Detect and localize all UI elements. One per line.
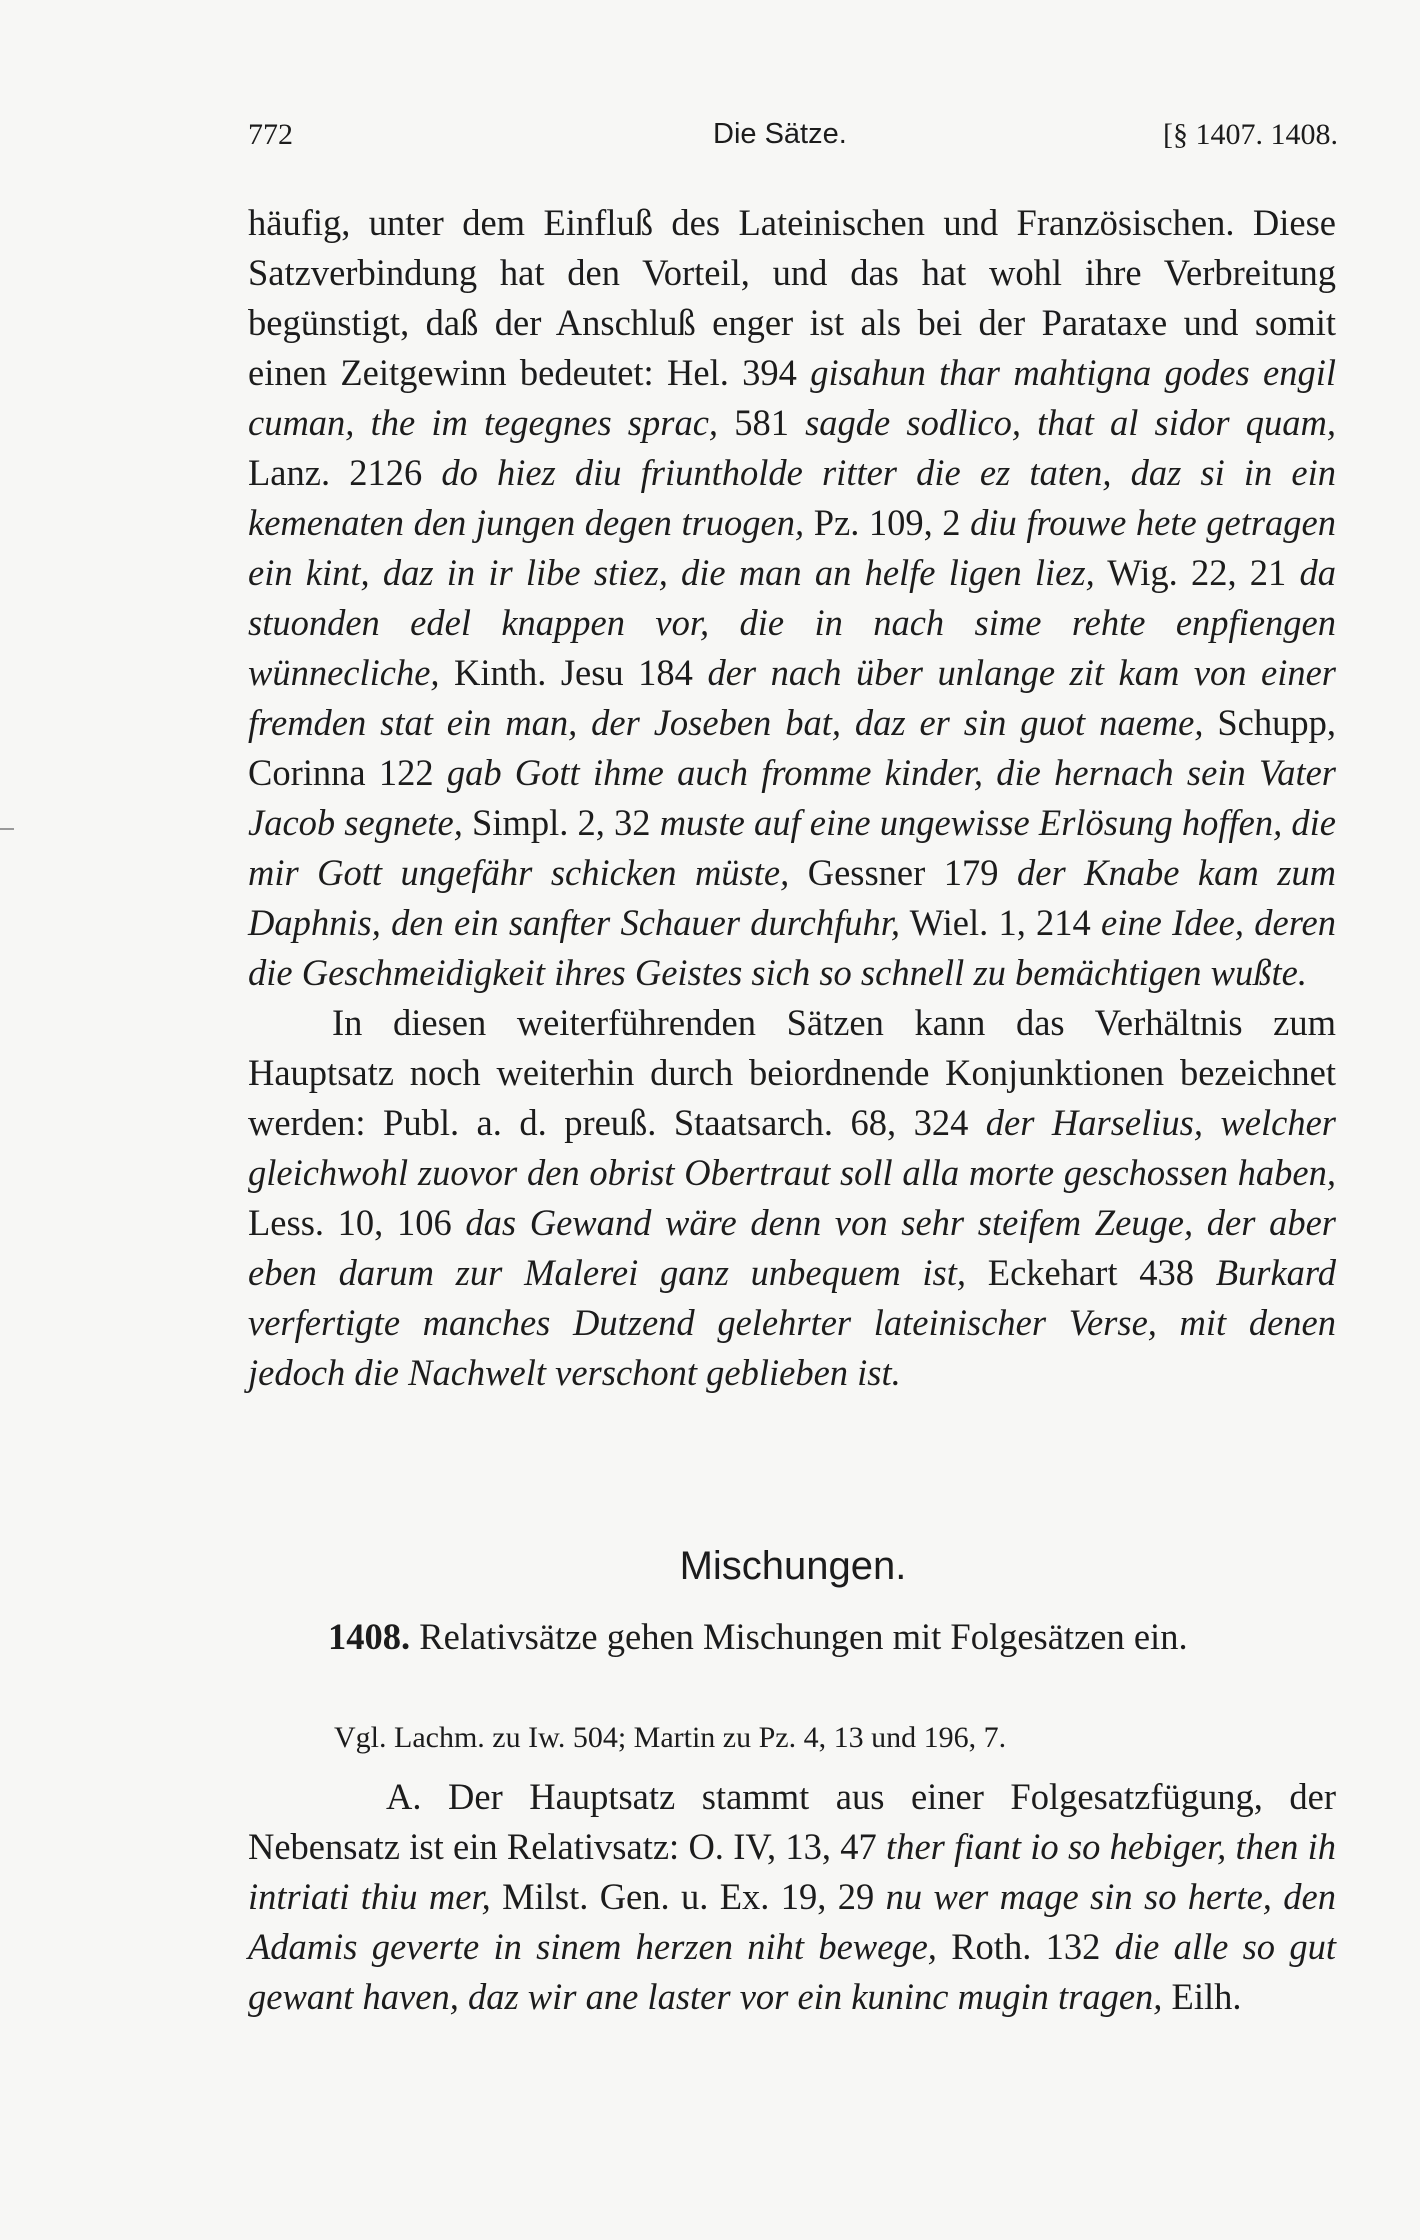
- text-run: Kinth. Jesu 184: [439, 652, 708, 693]
- text-run: Less. 10, 106: [248, 1202, 466, 1243]
- text-run: Roth. 132: [936, 1926, 1115, 1967]
- text-run: Wiel. 1, 214: [900, 902, 1102, 943]
- section-number: 1408.: [328, 1616, 411, 1657]
- quote-run: gab Gott ihme auch fromme kinder, die hernach sein Vater Jacob segnete,: [248, 752, 1336, 843]
- section-1408: [248, 1612, 1336, 1662]
- main-text: [248, 198, 1336, 1398]
- section-a-paragraph: [248, 1772, 1336, 2022]
- quote-run: Burkard verfertigte manches Dutzend gelehrter lateinischer Verse, mit denen jedoch die Nachwelt verschont geblieben ist.: [248, 1252, 1336, 1393]
- text-run: häufig, unter dem Einfluß des Lateinischen und Französischen. Diese Satzverbindung hat den Vorteil, und das hat wohl ihre Verbreitung begünstigt, daß der Anschluß enger ist als bei der Parataxe und somit einen Zeitgewinn bedeutet: Hel. 394: [248, 202, 1336, 393]
- margin-rule: [0, 828, 14, 830]
- quote-run: das Gewand wäre denn von sehr steifem Zeuge, der aber eben darum zur Malerei ganz unbequem ist,: [248, 1202, 1336, 1293]
- text-run: Simpl. 2, 32: [462, 802, 660, 843]
- section-1408-text: Relativsätze gehen Mischungen mit Folgesätzen ein.: [410, 1616, 1188, 1657]
- text-run: 581: [718, 402, 806, 443]
- text-run: Milst. Gen. u. Ex. 19, 29: [490, 1876, 886, 1917]
- section-heading: Mischungen.: [679, 1544, 907, 1588]
- reference-note: Vgl. Lachm. zu Iw. 504; Martin zu Pz. 4, 13 und 196, 7.: [334, 1721, 1007, 1754]
- text-run: A. Der Hauptsatz stammt aus einer Folgesatzfügung, der Nebensatz ist ein Relativsatz: O. IV, 13, 47: [248, 1776, 1336, 1867]
- quote-run: da stuonden edel knappen vor, die in nach sime rehte enpfiengen wünnecliche,: [248, 552, 1336, 693]
- paragraph-1: [248, 198, 1336, 998]
- quote-run: sagde sodlico, that al sidor quam,: [805, 402, 1336, 443]
- page-number: 772: [248, 118, 293, 151]
- quote-run: diu frouwe hete getragen ein kint, daz in ir libe stiez, die man an helfe ligen liez,: [248, 502, 1337, 593]
- quote-run: nu wer mage sin so herte, den Adamis geverte in sinem herzen niht bewege,: [248, 1876, 1336, 1967]
- text-run: Lanz. 2126: [248, 452, 442, 493]
- quote-run: der nach über unlange zit kam von einer fremden stat ein man, der Joseben bat, daz er sin guot naeme,: [248, 652, 1337, 743]
- running-title: Die Sätze.: [713, 118, 847, 150]
- section-range: [§ 1407. 1408.: [1163, 118, 1338, 151]
- text-run: Wig. 22, 21: [1094, 552, 1300, 593]
- quote-run: muste auf eine ungewisse Erlösung hoffen, die mir Gott ungefähr schicken müste,: [248, 802, 1336, 893]
- text-run: Eilh.: [1162, 1976, 1242, 2017]
- quote-run: die alle so gut gewant haven, daz wir ane laster vor ein kuninc mugin tragen,: [248, 1926, 1336, 2017]
- quote-run: do hiez diu friuntholde ritter die ez taten, daz si in ein kemenaten den jungen degen truogen,: [248, 452, 1336, 543]
- text-run: Schupp, Corinna 122: [248, 702, 1336, 793]
- quote-run: eine Idee, deren die Geschmeidigkeit ihres Geistes sich so schnell zu bemächtigen wußte.: [248, 902, 1336, 993]
- text-run: In diesen weiterführenden Sätzen kann das Verhältnis zum Hauptsatz noch weiterhin durch beiordnende Konjunktionen bezeichnet werden: Publ. a. d. preuß. Staatsarch. 68, 324: [248, 1002, 1336, 1143]
- quote-run: der Harselius, welcher gleichwohl zuovor den obrist Obertraut soll alla morte geschossen haben,: [248, 1102, 1337, 1193]
- section-a: [248, 1772, 1336, 2022]
- quote-run: ther fiant io so hebiger, then ih intriati thiu mer,: [248, 1826, 1336, 1917]
- quote-run: gisahun thar mahtigna godes engil cuman, the im tegegnes sprac,: [248, 352, 1336, 443]
- text-run: Eckehart 438: [966, 1252, 1216, 1293]
- section-1408-paragraph: [248, 1612, 1336, 1662]
- text-run: Gessner 179: [789, 852, 1017, 893]
- paragraph-2: [248, 998, 1336, 1398]
- text-run: Pz. 109, 2: [804, 502, 971, 543]
- page-header: [248, 118, 1338, 168]
- quote-run: der Knabe kam zum Daphnis, den ein sanfter Schauer durchfuhr,: [248, 852, 1337, 943]
